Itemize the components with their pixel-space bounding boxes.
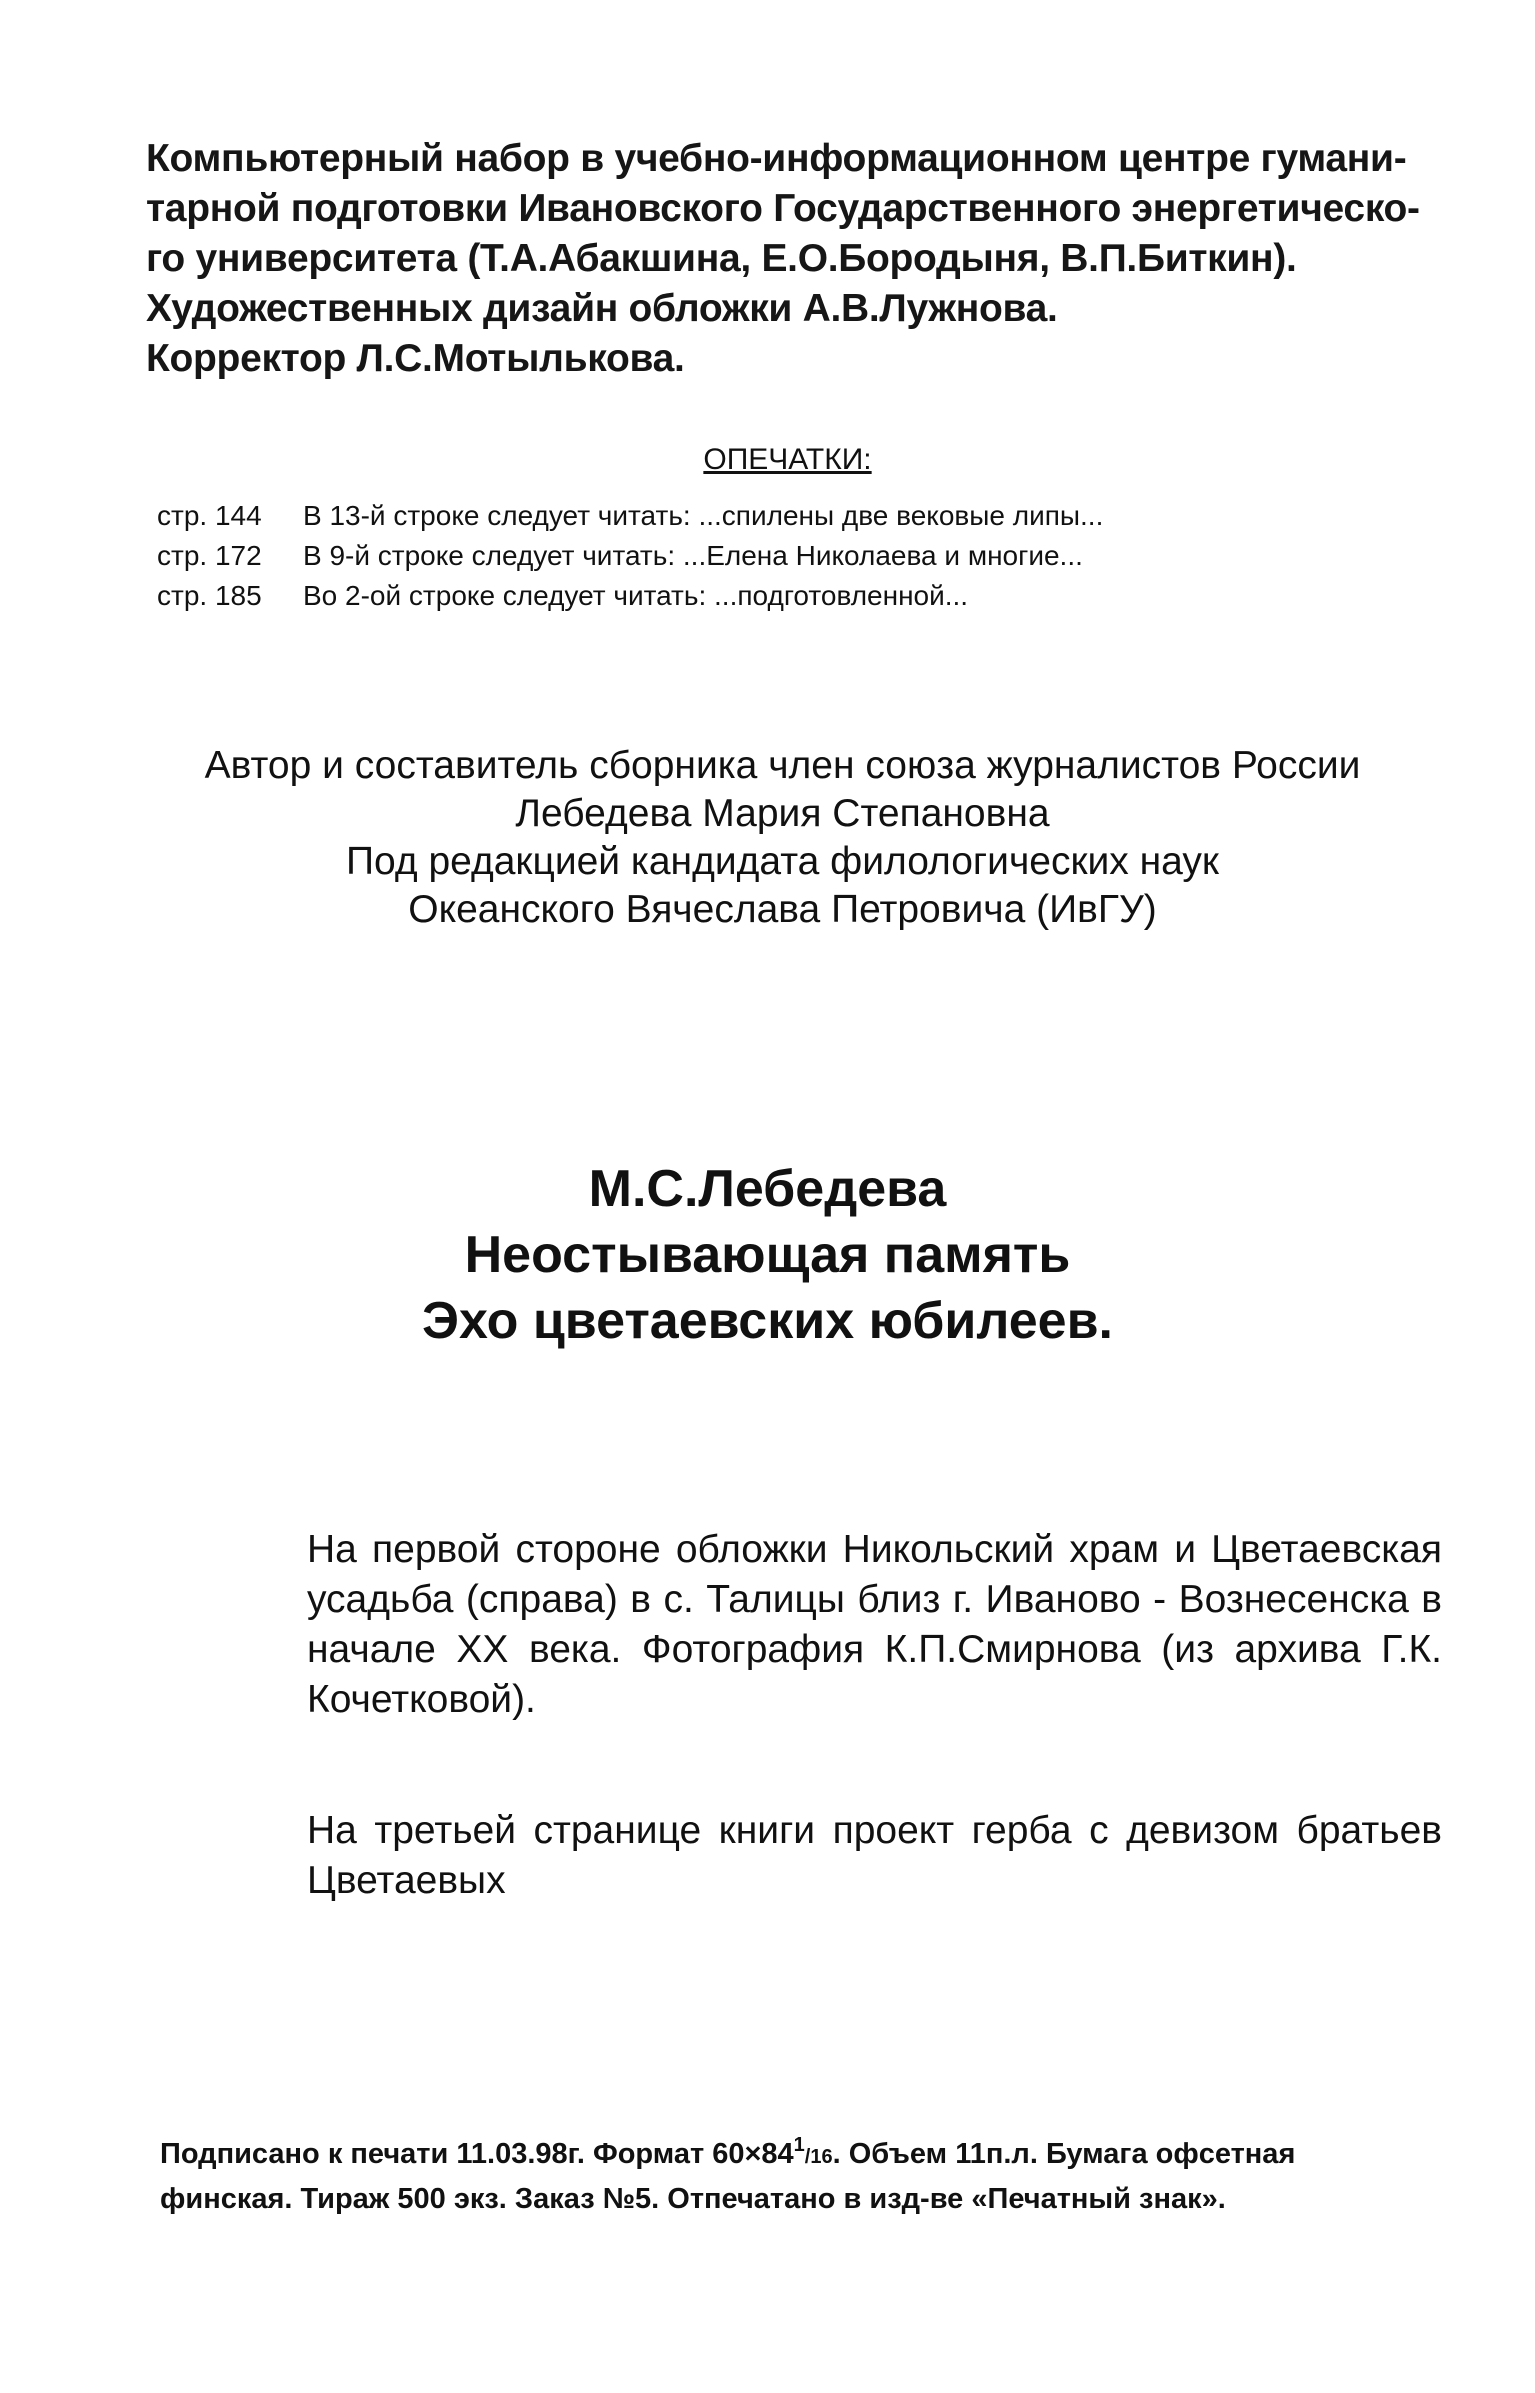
- errata-page-ref: стр. 172: [157, 540, 262, 571]
- errata-page-ref: стр. 185: [157, 580, 262, 611]
- cover-note: На первой стороне обложки Никольский храм и Цветаевская усадьба (справа) в с. Талицы близ г. Иваново - Вознесенска в начале XX века. Фотография К.П.Смирнова (из архива Г.К. Кочетковой).: [307, 1528, 1442, 1721]
- errata-page-ref: стр. 144: [157, 500, 262, 531]
- errata-row: [157, 536, 1357, 576]
- imprint-line-2: финская. Тираж 500 экз. Заказ №5. Отпечатано в изд-ве «Печатный знак».: [160, 2183, 1226, 2215]
- third-page-note: На третьей странице книги проект герба с девизом братьев Цветаевых: [307, 1809, 1442, 1902]
- imprint: [160, 2124, 1455, 2220]
- errata-text: В 13-й строке следует читать: ...спилены две вековые липы...: [303, 500, 1104, 531]
- errata-row: [157, 576, 1357, 616]
- errata-row: [157, 496, 1357, 536]
- credits-paragraph: [146, 134, 1446, 384]
- credits-line: го университета (Т.А.Абакшина, Е.О.Бородыня, В.П.Биткин).: [146, 237, 1297, 280]
- author-line: Лебедева Мария Степановна: [515, 792, 1050, 835]
- book-title: Неостывающая память: [464, 1226, 1071, 1284]
- credits-line: тарной подготовки Ивановского Государственного энергетическо-: [146, 187, 1420, 230]
- author-line: Под редакцией кандидата филологических наук: [346, 840, 1219, 883]
- imprint-line-1: [160, 2124, 1455, 2178]
- author-info: [0, 742, 1535, 934]
- format-fraction: [793, 2134, 833, 2168]
- imprint-text: Подписано к печати 11.03.98г. Формат 60×84: [160, 2138, 794, 2170]
- errata-text: В 9-й строке следует читать: ...Елена Николаева и многие...: [303, 540, 1083, 571]
- format-numerator: 1: [793, 2134, 805, 2156]
- format-denominator: /16: [804, 2146, 833, 2168]
- author-line: Автор и составитель сборника член союза журналистов России: [204, 744, 1361, 787]
- credits-line: Художественных дизайн обложки А.В.Лужнова.: [146, 287, 1058, 330]
- errata-heading: ОПЕЧАТКИ:: [703, 443, 872, 476]
- book-author: М.С.Лебедева: [588, 1160, 947, 1218]
- author-line: Океанского Вячеслава Петровича (ИвГУ): [408, 888, 1157, 931]
- book-subtitle: Эхо цветаевских юбилеев.: [422, 1292, 1113, 1350]
- errata-text: Во 2-ой строке следует читать: ...подготовленной...: [303, 580, 969, 611]
- credits-line: Корректор Л.С.Мотылькова.: [146, 337, 685, 380]
- imprint-text: . Объем 11п.л. Бумага офсетная: [832, 2138, 1296, 2170]
- book-title-block: [0, 1156, 1535, 1354]
- errata-list: [157, 496, 1357, 616]
- credits-line: Компьютерный набор в учебно-информационном центре гумани-: [146, 137, 1407, 180]
